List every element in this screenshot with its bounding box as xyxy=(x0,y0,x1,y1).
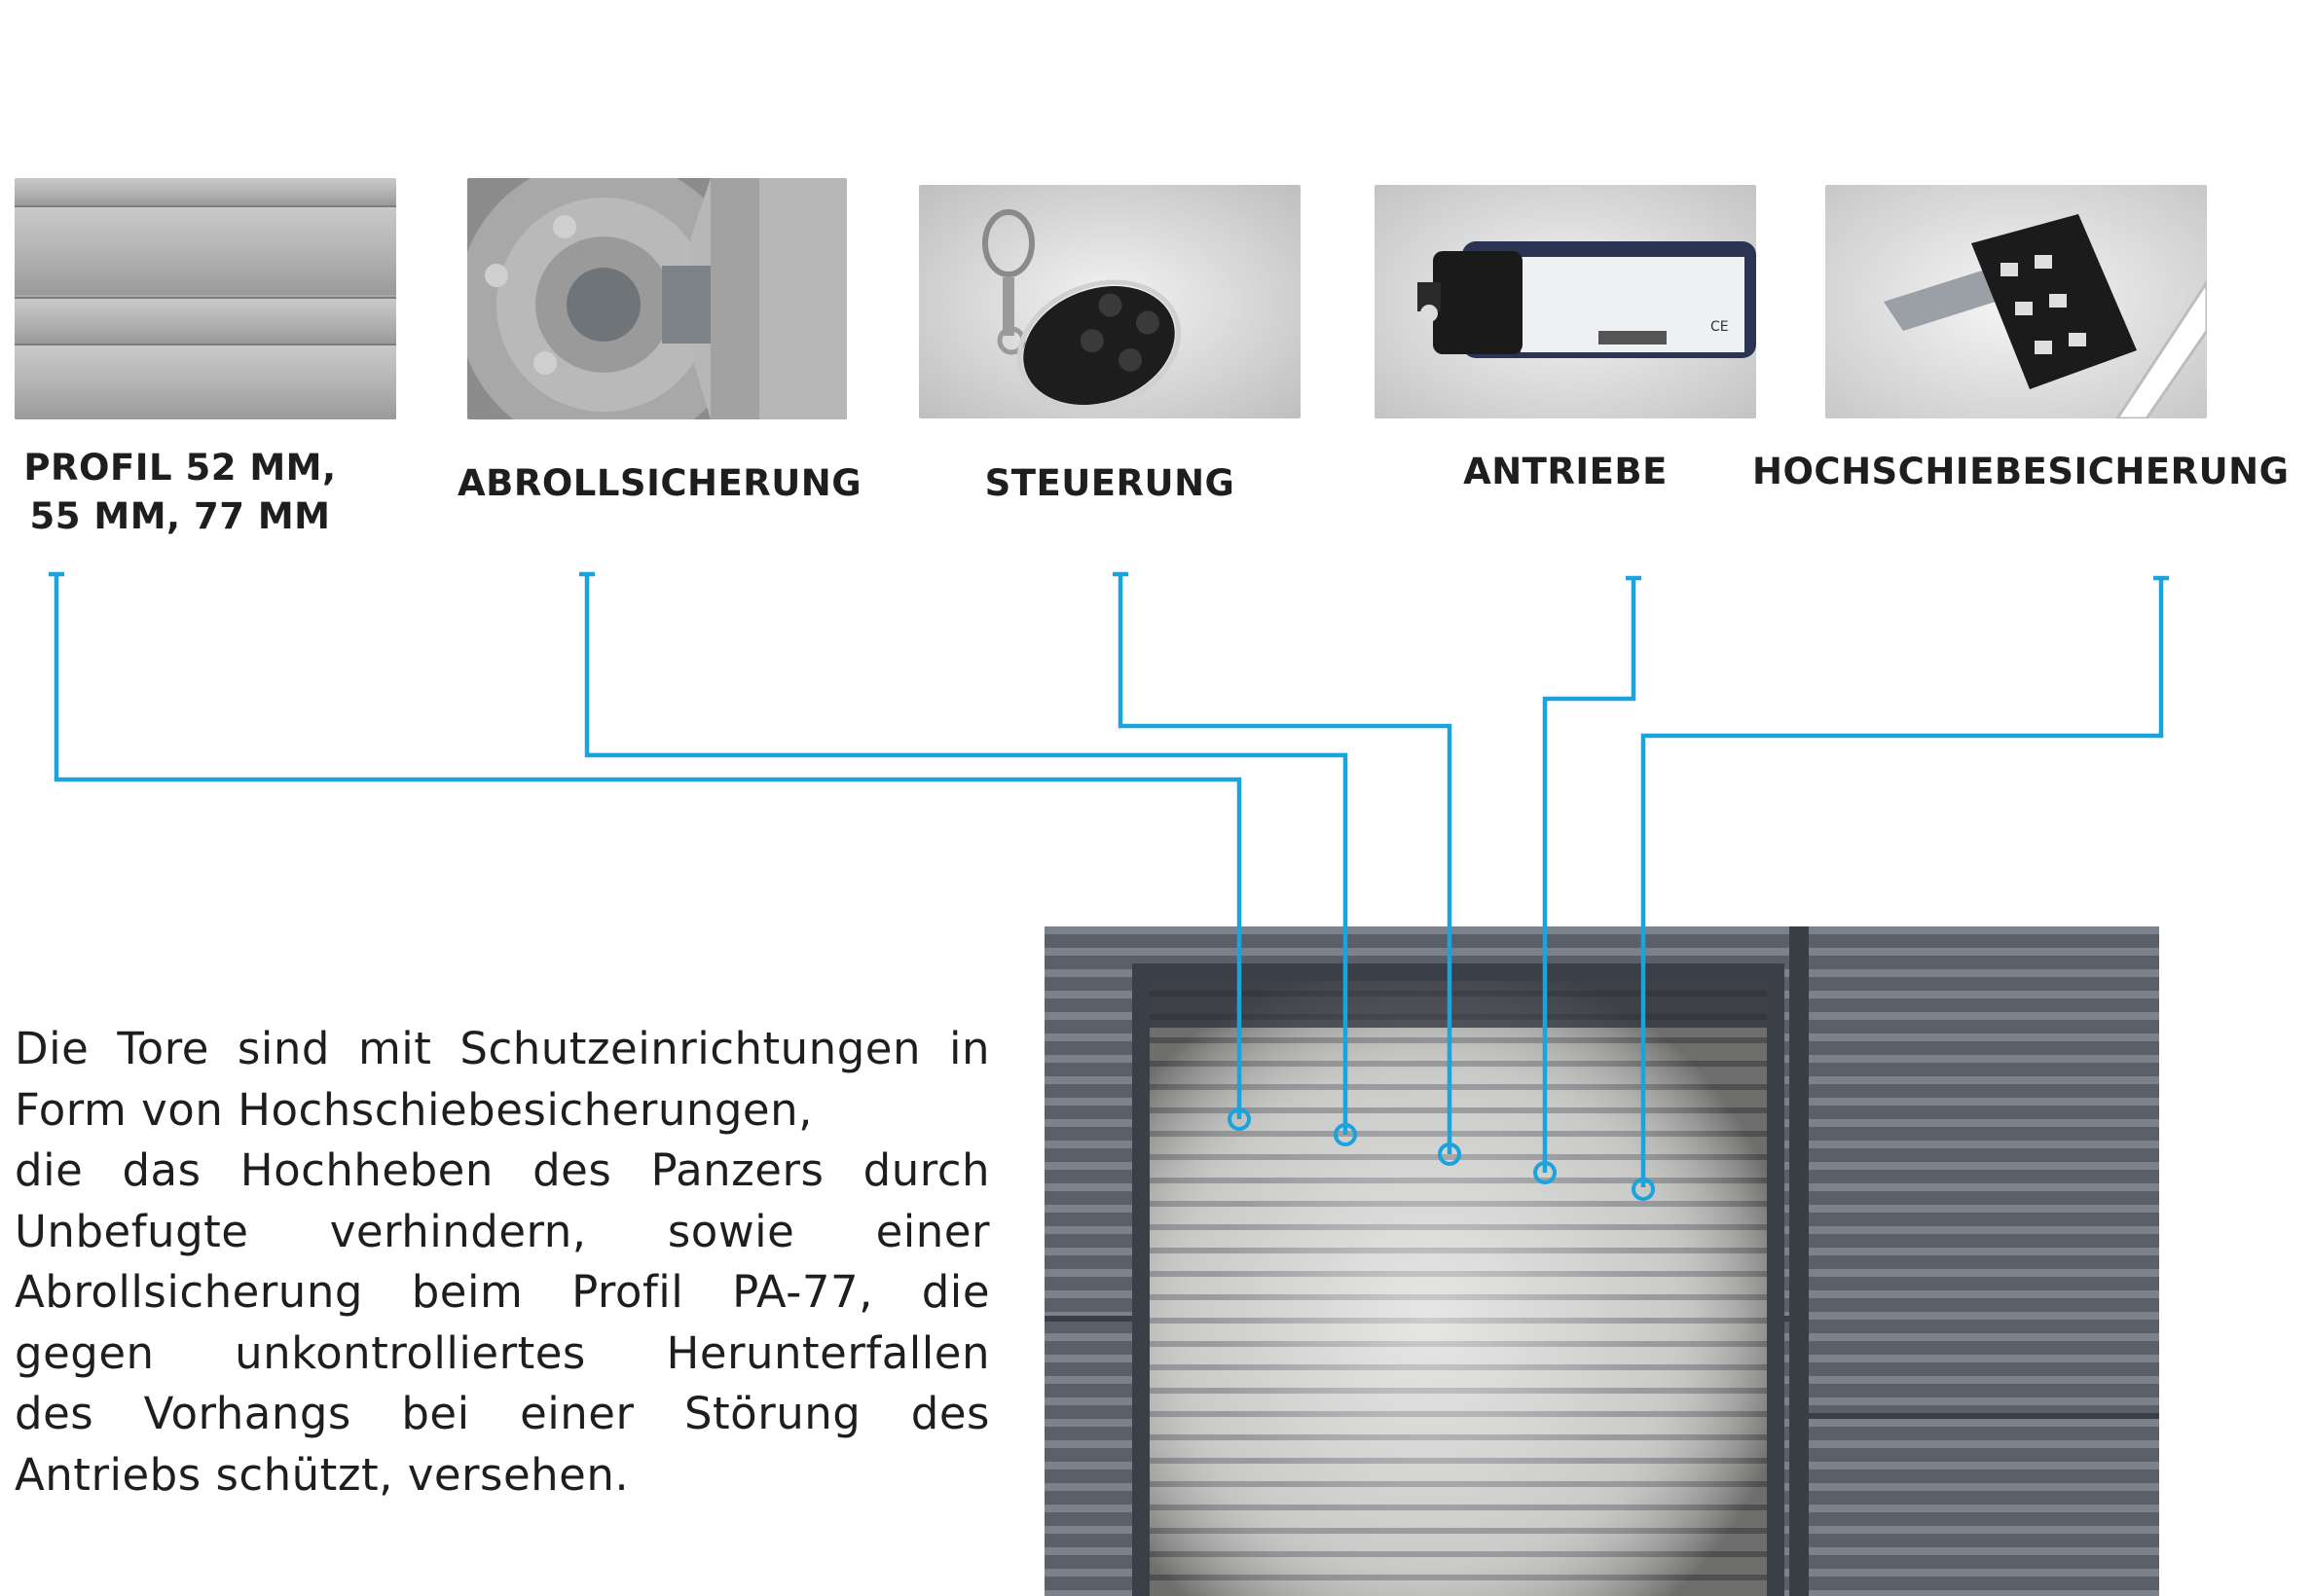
roller-door-photo xyxy=(1045,926,2159,1596)
description-line: des Vorhangs bei einer Störung des xyxy=(15,1388,990,1439)
roller-door-image xyxy=(1045,926,2159,1596)
label-steuerung: STEUERUNG xyxy=(984,462,1235,504)
description-line: Antriebs schützt, versehen. xyxy=(15,1448,630,1501)
description-line: Form von Hochschiebesicherungen, xyxy=(15,1083,813,1136)
roll-safety-brake-image xyxy=(467,178,847,419)
profile-slats-image xyxy=(15,178,396,419)
label-profil xyxy=(15,444,346,541)
profile-slats-icon xyxy=(15,178,396,419)
remote-control-image xyxy=(919,185,1301,418)
remote-control-icon xyxy=(919,185,1301,418)
label-profil-line1: PROFIL 52 MM, xyxy=(23,447,337,489)
description-line: Die Tore sind mit Schutzeinrichtungen in xyxy=(15,1023,990,1074)
roll-safety-brake-icon xyxy=(467,178,847,419)
label-antriebe: ANTRIEBE xyxy=(1463,451,1668,492)
label-hochschiebesicherung: HOCHSCHIEBESICHERUNG xyxy=(1752,451,2290,492)
description-line: Abrollsicherung beim Profil PA-77, die xyxy=(15,1266,990,1318)
label-abrollsicherung: ABROLLSICHERUNG xyxy=(458,462,862,504)
tubular-motor-icon xyxy=(1375,185,1756,418)
description-text xyxy=(15,1019,990,1505)
description-line: die das Hochheben des Panzers durch xyxy=(15,1144,990,1196)
label-profil-line2: 55 MM, 77 MM xyxy=(29,495,331,537)
description-line: gegen unkontrolliertes Herunterfallen xyxy=(15,1326,990,1379)
svg-text:CE: CE xyxy=(1710,319,1729,335)
lift-protection-image xyxy=(1825,185,2207,418)
lift-protection-icon xyxy=(1825,185,2207,418)
description-line: Unbefugte verhindern, sowie einer xyxy=(15,1205,990,1257)
tubular-motor-image xyxy=(1375,185,1756,418)
